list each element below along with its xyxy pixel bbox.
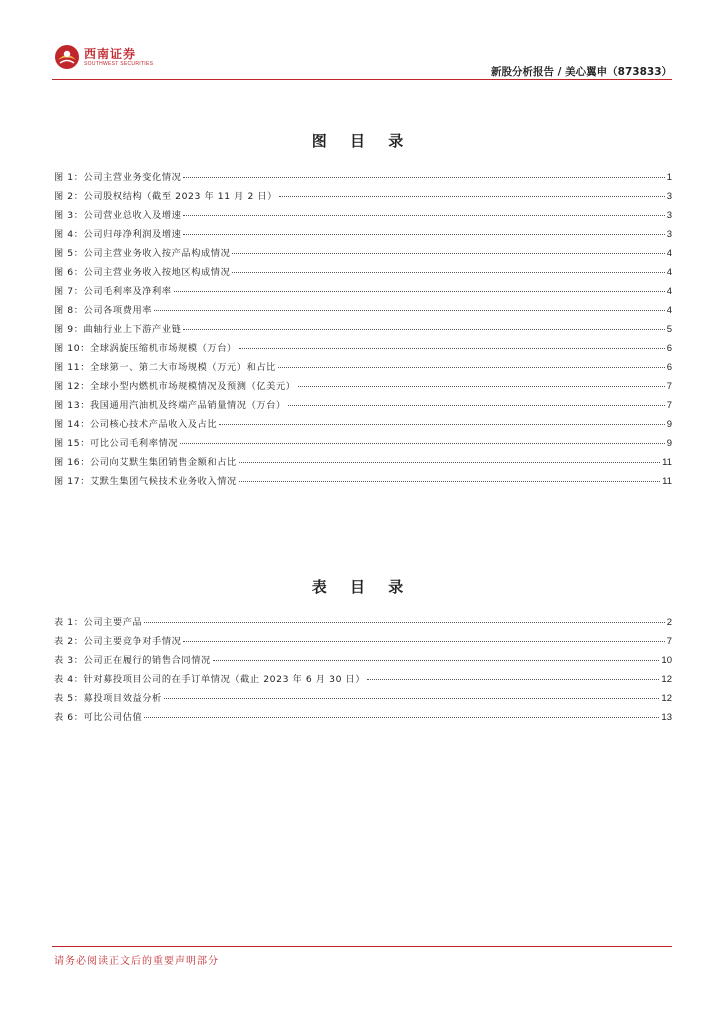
toc-entry-label: 图 3：公司营业总收入及增速 (54, 210, 182, 221)
toc-entry[interactable] (54, 188, 672, 207)
toc-entry-label: 图 11：全球第一、第二大市场规模（万元）和占比 (54, 362, 276, 373)
toc-entry-label: 表 2：公司主要竞争对手情况 (54, 636, 182, 647)
toc-entry-page-number: 13 (661, 712, 672, 723)
toc-entry[interactable] (54, 340, 672, 359)
toc-entry-label: 图 15：可比公司毛利率情况 (54, 438, 179, 449)
toc-entry-label: 图 2：公司股权结构（截至 2023 年 11 月 2 日） (54, 191, 278, 202)
figures-toc-title: 图 目 录 (311, 132, 413, 150)
toc-entry[interactable] (54, 454, 672, 473)
toc-leader-dots (174, 291, 665, 292)
toc-entry-page-number: 4 (666, 305, 672, 316)
toc-leader-dots (154, 310, 665, 311)
toc-leader-dots (180, 443, 665, 444)
toc-entry-label: 图 5：公司主营业务收入按产品构成情况 (54, 248, 231, 259)
report-header-title: 新股分析报告 / 美心翼申（873833） (491, 66, 672, 78)
toc-entry-label: 图 8：公司各项费用率 (54, 305, 153, 316)
toc-entry-label: 图 9：曲轴行业上下游产业链 (54, 324, 182, 335)
toc-entry[interactable] (54, 321, 672, 340)
toc-entry-label: 表 3：公司正在履行的销售合同情况 (54, 655, 211, 666)
toc-entry-page-number: 11 (662, 476, 672, 487)
toc-entry-page-number: 1 (666, 172, 672, 183)
toc-entry-page-number: 4 (666, 286, 672, 297)
toc-entry-label: 图 6：公司主营业务收入按地区构成情况 (54, 267, 231, 278)
toc-entry[interactable] (54, 652, 672, 671)
toc-entry-page-number: 11 (662, 457, 672, 468)
toc-leader-dots (183, 234, 664, 235)
toc-leader-dots (278, 367, 665, 368)
figures-toc-list (54, 169, 672, 492)
toc-leader-dots (288, 405, 665, 406)
toc-entry-label: 表 6：可比公司估值 (54, 712, 143, 723)
toc-leader-dots (183, 177, 664, 178)
footer-disclaimer: 请务必阅读正文后的重要声明部分 (54, 956, 219, 967)
toc-entry[interactable] (54, 226, 672, 245)
toc-entry-label: 图 1：公司主营业务变化情况 (54, 172, 182, 183)
logo-chinese-name: 西南证券 (84, 46, 137, 61)
logo-wordmark (84, 48, 153, 67)
logo-english-name: SOUTHWEST SECURITIES (84, 60, 154, 67)
toc-entry-page-number: 4 (666, 267, 672, 278)
tables-toc-list (54, 614, 672, 728)
toc-entry-label: 图 13：我国通用汽油机及终端产品销量情况（万台） (54, 400, 286, 411)
toc-entry-label: 表 1：公司主要产品 (54, 617, 143, 628)
toc-entry-page-number: 6 (666, 362, 672, 373)
toc-entry[interactable] (54, 245, 672, 264)
toc-leader-dots (239, 481, 660, 482)
toc-entry[interactable] (54, 359, 672, 378)
toc-entry-page-number: 12 (661, 693, 672, 704)
toc-entry[interactable] (54, 207, 672, 226)
toc-entry[interactable] (54, 690, 672, 709)
tables-toc-title: 表 目 录 (311, 578, 413, 596)
toc-entry[interactable] (54, 169, 672, 188)
toc-entry-page-number: 7 (666, 400, 672, 411)
toc-entry-label: 图 7：公司毛利率及净利率 (54, 286, 172, 297)
toc-entry[interactable] (54, 671, 672, 690)
toc-entry[interactable] (54, 264, 672, 283)
toc-entry-page-number: 10 (661, 655, 672, 666)
toc-entry-label: 图 14：公司核心技术产品收入及占比 (54, 419, 218, 430)
toc-entry-label: 图 12：全球小型内燃机市场规模情况及预测（亿美元） (54, 381, 296, 392)
toc-entry-page-number: 9 (666, 438, 672, 449)
toc-leader-dots (183, 329, 664, 330)
toc-entry[interactable] (54, 633, 672, 652)
toc-leader-dots (183, 215, 664, 216)
toc-leader-dots (232, 253, 664, 254)
toc-entry-page-number: 12 (661, 674, 672, 685)
toc-entry-page-number: 3 (666, 191, 672, 202)
toc-leader-dots (144, 717, 659, 718)
toc-entry-page-number: 3 (666, 229, 672, 240)
toc-entry[interactable] (54, 302, 672, 321)
header-divider (52, 79, 672, 80)
toc-entry[interactable] (54, 473, 672, 492)
toc-leader-dots (279, 196, 665, 197)
toc-entry[interactable] (54, 416, 672, 435)
footer-divider (52, 946, 672, 947)
toc-entry-label: 图 16：公司向艾默生集团销售金额和占比 (54, 457, 237, 468)
toc-entry-page-number: 4 (666, 248, 672, 259)
toc-entry[interactable] (54, 378, 672, 397)
toc-entry-page-number: 7 (666, 636, 672, 647)
toc-entry[interactable] (54, 709, 672, 728)
toc-entry-page-number: 5 (666, 324, 672, 335)
toc-entry[interactable] (54, 435, 672, 454)
toc-entry-page-number: 6 (666, 343, 672, 354)
toc-leader-dots (164, 698, 660, 699)
toc-leader-dots (239, 462, 660, 463)
toc-entry[interactable] (54, 283, 672, 302)
toc-leader-dots (213, 660, 660, 661)
toc-entry-label: 图 4：公司归母净利润及增速 (54, 229, 182, 240)
toc-entry-page-number: 2 (666, 617, 672, 628)
toc-entry-label: 表 4：针对募投项目公司的在手订单情况（截止 2023 年 6 月 30 日） (54, 674, 366, 685)
toc-entry-label: 表 5：募投项目效益分析 (54, 693, 162, 704)
toc-entry-page-number: 7 (666, 381, 672, 392)
toc-entry-label: 图 10：全球涡旋压缩机市场规模（万台） (54, 343, 237, 354)
toc-leader-dots (232, 272, 664, 273)
company-logo (54, 44, 153, 70)
toc-entry[interactable] (54, 397, 672, 416)
logo-emblem-icon (54, 44, 80, 70)
toc-entry-label: 图 17：艾默生集团气候技术业务收入情况 (54, 476, 237, 487)
toc-leader-dots (367, 679, 659, 680)
toc-leader-dots (298, 386, 665, 387)
toc-entry-page-number: 3 (666, 210, 672, 221)
toc-leader-dots (183, 641, 664, 642)
toc-leader-dots (219, 424, 664, 425)
toc-entry-page-number: 9 (666, 419, 672, 430)
toc-leader-dots (239, 348, 665, 349)
toc-leader-dots (144, 622, 664, 623)
toc-entry[interactable] (54, 614, 672, 633)
